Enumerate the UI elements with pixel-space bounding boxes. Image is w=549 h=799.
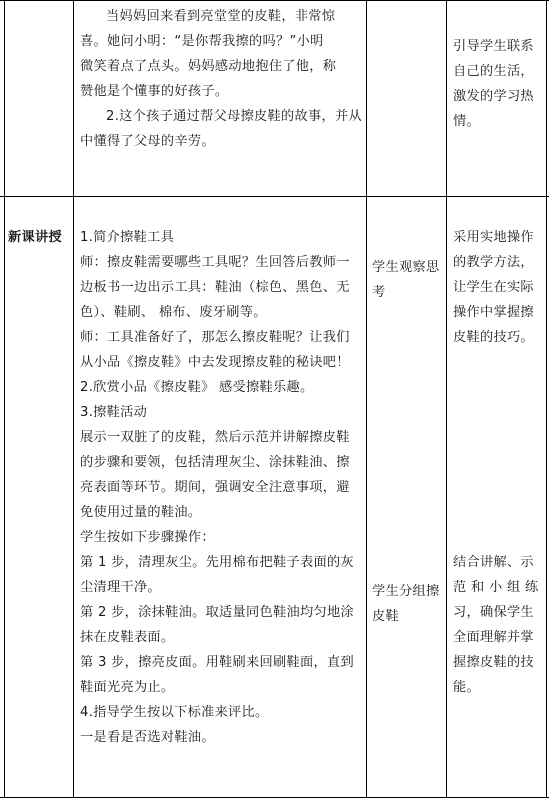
paragraph-line: 展示一双脏了的皮鞋，然后示范并讲解擦皮鞋 xyxy=(80,430,350,445)
section-heading: 2.欣赏小品《擦皮鞋》 感受擦鞋乐趣。 xyxy=(80,380,314,395)
row2-intent2-cell xyxy=(453,550,543,700)
activity-line: 学生分组擦 xyxy=(372,584,440,599)
stage-label: 新课讲授 xyxy=(8,230,62,245)
paragraph-line: 亮表面等环节。期间，强调安全注意事项，避 xyxy=(80,480,350,495)
intent-line: 范和小组练 xyxy=(453,580,543,595)
row2-intent1-cell xyxy=(453,225,534,350)
table-top-border xyxy=(0,0,549,1)
intent-line: 自己的生活， xyxy=(453,64,534,79)
intent-line: 全面理解并掌 xyxy=(453,630,534,645)
paragraph-line: 当妈妈回来看到亮堂堂的皮鞋，非常惊 xyxy=(106,9,336,24)
paragraph-line: 微笑着点了点头。妈妈感动地抱住了他，称 xyxy=(80,59,337,74)
row-divider xyxy=(0,196,549,197)
paragraph-line: 色）、鞋刷、 棉布、废牙刷等。 xyxy=(80,305,267,320)
intent-line: 采用实地操作 xyxy=(453,230,534,245)
activity-line: 皮鞋 xyxy=(372,609,399,624)
table-left-border xyxy=(4,0,5,798)
paragraph-line: 2.这个孩子通过帮父母擦皮鞋的故事，并从 xyxy=(106,109,362,124)
step-line: 第 1 步，清理灰尘。先用棉布把鞋子表面的灰 xyxy=(80,555,354,570)
paragraph-line: 师：擦皮鞋需要哪些工具呢？生回答后教师一 xyxy=(80,255,350,270)
paragraph-line: 师：工具准备好了，那怎么擦皮鞋呢？让我们 xyxy=(80,330,350,345)
intent-line: 引导学生联系 xyxy=(453,39,534,54)
intent-line: 皮鞋的技巧。 xyxy=(453,330,534,345)
intent-line: 激发的学习热 xyxy=(453,89,534,104)
intent-line: 结合讲解、示 xyxy=(453,555,534,570)
step-line: 鞋面光亮为止。 xyxy=(80,680,175,695)
step-line: 尘清理干净。 xyxy=(80,580,161,595)
paragraph-line: 喜。她问小明：“是你帮我擦的吗？”小明 xyxy=(80,34,324,49)
intent-line: 能。 xyxy=(453,680,480,695)
column-divider-stage xyxy=(73,0,74,798)
column-divider-activity xyxy=(446,0,447,798)
step-line: 第 3 步，擦亮皮面。用鞋刷来回刷鞋面，直到 xyxy=(80,655,354,670)
intent-line: 的教学方法， xyxy=(453,255,534,270)
paragraph-line: 赞他是个懂事的好孩子。 xyxy=(80,84,229,99)
column-divider-content xyxy=(366,0,367,798)
paragraph-line: 免使用过量的鞋油。 xyxy=(80,505,202,520)
intent-line: 情。 xyxy=(453,114,480,129)
paragraph-line: 一是看是否选对鞋油。 xyxy=(80,730,215,745)
step-line: 第 2 步，涂抹鞋油。取适量同色鞋油均匀地涂 xyxy=(80,605,354,620)
intent-line: 让学生在实际 xyxy=(453,280,534,295)
paragraph-line: 学生按如下步骤操作： xyxy=(80,530,215,545)
paragraph-line: 边板书一边出示工具：鞋油（棕色、黑色、无 xyxy=(80,280,350,295)
paragraph-line: 中懂得了父母的辛劳。 xyxy=(80,134,215,149)
table-right-border xyxy=(546,0,547,798)
section-heading: 3.擦鞋活动 xyxy=(80,405,148,420)
intent-line: 握擦皮鞋的技 xyxy=(453,655,534,670)
row2-activity1-cell xyxy=(372,255,439,305)
row2-activity2-cell xyxy=(372,579,439,629)
section-heading: 1.简介擦鞋工具 xyxy=(80,230,175,245)
section-heading: 4.指导学生按以下标准来评比。 xyxy=(80,705,269,720)
row1-content-cell xyxy=(80,4,362,154)
intent-line: 操作中掌握擦 xyxy=(453,305,534,320)
row1-intent-cell xyxy=(453,34,534,134)
intent-line: 习，确保学生 xyxy=(453,605,534,620)
activity-line: 学生观察思 xyxy=(372,260,440,275)
step-line: 抹在皮鞋表面。 xyxy=(80,630,175,645)
paragraph-line: 的步骤和要领，包括清理灰尘、涂抹鞋油、擦 xyxy=(80,455,350,470)
row2-content-cell xyxy=(80,225,354,750)
activity-line: 考 xyxy=(372,285,386,300)
paragraph-line: 从小品《擦皮鞋》中去发现擦皮鞋的秘诀吧！ xyxy=(80,355,350,370)
table-bottom-border xyxy=(0,797,549,798)
